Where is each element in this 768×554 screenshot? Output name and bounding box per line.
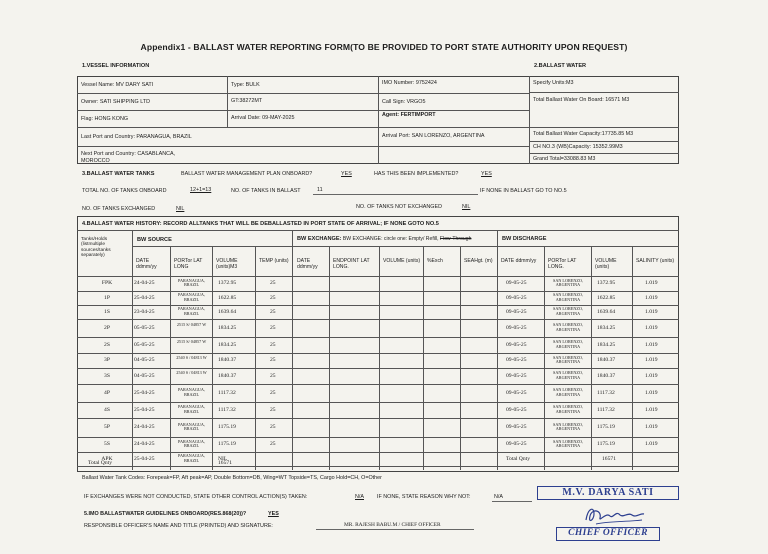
- tanks-ballast-value: 11: [317, 187, 323, 193]
- tanks-onboard-label: TOTAL NO. OF TANKS ONBOARD: [82, 188, 167, 194]
- arrival-port: Arrival Port: SAN LORENZO, ARGENTINA: [382, 133, 485, 139]
- cell-dvol: 1834.25: [597, 341, 616, 348]
- cell-sal: 1.019: [645, 372, 658, 379]
- cell-sal: 1.019: [645, 324, 658, 331]
- cell-port: 2540 S / 04813 W: [176, 354, 207, 360]
- h-exch: %Exch: [427, 258, 443, 264]
- tank-codes: Ballast Water Tank Codes: Forepeak=FP, Aft peak=AP, Double Bottom=DB, Wing=WT Topside=TS, Cargo Hold=CH, O=Other: [82, 475, 382, 481]
- tanks-not-exchanged-value: NIL: [462, 204, 471, 210]
- cell-ddate: 09-05-25: [506, 406, 527, 413]
- total-on-board: Total Ballast Water On Board: 16571 M3: [533, 97, 630, 103]
- cell-vol: NIL: [218, 455, 228, 462]
- owner: Owner: SATI SHIPPING LTD: [81, 99, 150, 105]
- implemented-question: HAS THIS BEEN IMPLEMENTED?: [374, 171, 459, 177]
- cell-vol: 1117.32: [218, 406, 236, 413]
- row-divider: [77, 437, 679, 438]
- last-port: Last Port and Country: PARANAGUA, BRAZIL: [81, 134, 192, 140]
- cell-vol: 1639.64: [218, 308, 237, 315]
- cell-dport: SAN LORENZO, ARGENTINA: [552, 277, 583, 288]
- section-ballast-tanks: 3.BALLAST WATER TANKS: [82, 171, 155, 177]
- cell-vol: 1834.25: [218, 324, 237, 331]
- cell-ddate: 09-05-25: [506, 324, 527, 331]
- total-qnty-label: Total Qnty: [88, 460, 112, 466]
- cell-tank: 1P: [104, 294, 110, 301]
- total-discharge-value: 16571: [602, 456, 616, 462]
- cell-port: PARANAGUA, BRAZIL: [178, 277, 205, 288]
- h-d-volume: VOLUME (units): [595, 258, 617, 270]
- total-qnty-value: 16571: [218, 460, 232, 466]
- cell-date: 24-04-25: [134, 441, 155, 447]
- cell-tank: 5S: [104, 441, 110, 447]
- cell-dvol: 1175.19: [597, 424, 615, 430]
- cell-ddate: 09-05-25: [506, 341, 527, 348]
- cell-tank: 2P: [104, 324, 110, 331]
- cell-dport: SAN LORENZO, ARGENTINA: [552, 438, 583, 449]
- cell-date: 25-04-25: [134, 406, 155, 413]
- total-discharge-label: Total Qnty: [506, 456, 530, 462]
- officer-stamp: CHIEF OFFICER: [556, 527, 660, 541]
- tanks-exchanged-value: NIL: [176, 206, 185, 212]
- cell-dport: SAN LORENZO, ARGENTINA: [552, 421, 583, 432]
- cell-dport: SAN LORENZO, ARGENTINA: [552, 306, 583, 316]
- officer-question: RESPONSIBLE OFFICER'S NAME AND TITLE (PRINTED) AND SIGNATURE:: [84, 523, 273, 529]
- cell-port: PARANAGUA, BRAZIL: [178, 306, 205, 316]
- cell-vol: 1175.19: [218, 441, 236, 447]
- h-d-date: DATE ddmm/yy: [501, 258, 537, 264]
- cell-vol: 1117.32: [218, 389, 236, 396]
- cell-vol: 1622.85: [218, 294, 237, 301]
- cell-tank: 3S: [104, 372, 110, 379]
- guidelines-question: 5.IMO BALLASTWATER GUIDELINES ONBOARD(RES.868(20))?: [84, 511, 247, 517]
- h-seahgt: SEAHgt. (m): [464, 258, 493, 264]
- cell-temp: 25: [270, 372, 276, 379]
- bw-discharge-header: BW DISCHARGE: [502, 236, 547, 242]
- cell-dport: SAN LORENZO, ARGENTINA: [552, 354, 583, 365]
- cell-date: 25-04-25: [134, 294, 155, 301]
- cell-port: 2540 S / 04813 W: [176, 370, 207, 375]
- h-port: PORTor LAT LONG: [174, 258, 203, 270]
- cell-sal: 1.019: [645, 389, 658, 396]
- if-none-note: IF NONE IN BALLAST GO TO NO.5: [480, 188, 567, 194]
- cell-sal: 1.019: [645, 280, 658, 286]
- cell-ddate: 09-05-25: [506, 294, 527, 301]
- signature-icon: [580, 502, 650, 528]
- cell-vol: 1372.95: [218, 280, 237, 286]
- row-divider: [77, 466, 679, 467]
- row-divider: [77, 319, 679, 320]
- cell-vol: 1834.25: [218, 341, 237, 348]
- bw-exchange-strike: Flow-Through: [439, 236, 472, 242]
- agent: Agent: FERTIMPORT: [382, 112, 436, 118]
- cell-temp: 25: [270, 389, 276, 396]
- call-sign: Call Sign: VRGO5: [382, 99, 426, 105]
- h-temp: TEMP (units): [259, 258, 289, 264]
- flag: Flag: HONG KONG: [81, 116, 129, 122]
- ch3-capacity: CH NO.3 (WB)Capacity: 15352.99M3: [533, 144, 623, 150]
- cell-ddate: 09-05-25: [506, 372, 527, 379]
- cell-date: 23-04-25: [134, 308, 155, 315]
- row-divider: [77, 305, 679, 306]
- cell-port: 2515 S/ 04857 W: [176, 322, 207, 327]
- reason-answer: N/A: [494, 494, 503, 500]
- h-ex-volume: VOLUME (units): [383, 258, 421, 264]
- cell-dvol: 1117.32: [597, 406, 615, 413]
- cell-tank: 1S: [104, 308, 110, 315]
- cell-dvol: 1175.19: [597, 441, 615, 447]
- cell-dport: SAN LORENZO, ARGENTINA: [552, 292, 583, 302]
- cell-sal: 1.019: [645, 308, 658, 315]
- h-ex-date: DATE ddmm/yy: [297, 258, 318, 270]
- exchange-action-answer: N/A: [355, 494, 364, 500]
- cell-temp: 25: [270, 294, 276, 301]
- cell-vol: 1175.19: [218, 424, 236, 430]
- cell-dvol: 1639.64: [597, 308, 616, 315]
- cell-date: 24-04-25: [134, 280, 155, 286]
- implemented-answer: YES: [481, 171, 492, 177]
- cell-dvol: 1834.25: [597, 324, 616, 331]
- cell-sal: 1.019: [645, 294, 658, 301]
- h-salinity: SALINITY (units): [636, 258, 675, 264]
- officer-answer: MR. RAJESH BABU.M / CHIEF OFFICER: [344, 522, 441, 528]
- cell-tank: 4S: [104, 406, 110, 413]
- col-tanks-header: Tanks/Holds (listmultiple sources/tanks separately): [81, 237, 111, 259]
- cell-sal: 1.019: [645, 357, 658, 363]
- cell-tank: 4P: [104, 389, 110, 396]
- exchange-action-question: IF EXCHANGES WERE NOT CONDUCTED, STATE OTHER CONTROL ACTION(S) TAKEN:: [84, 494, 308, 500]
- cell-vol: 1840.37: [218, 357, 237, 363]
- cell-tank: 2S: [104, 341, 110, 348]
- next-port-line2: MOROCCO: [81, 158, 110, 164]
- cell-dvol: 1840.37: [597, 372, 616, 379]
- row-divider: [77, 337, 679, 338]
- cell-tank: 3P: [104, 357, 110, 363]
- row-divider: [77, 291, 679, 292]
- guidelines-answer: YES: [268, 511, 279, 517]
- cell-dport: SAN LORENZO, ARGENTINA: [552, 322, 583, 332]
- cell-ddate: 09-05-25: [506, 280, 527, 286]
- cell-date: 25-04-25: [134, 389, 155, 396]
- cell-date: 05-05-25: [134, 341, 155, 348]
- total-capacity: Total Ballast Water Capacity:17735.85 M3: [533, 131, 634, 137]
- bw-exchange-header: BW EXCHANGE: BW EXCHANGE: circle one: Empty/ Refill, Flow-Through: [297, 236, 472, 242]
- cell-port: PARANAGUA, BRAZIL: [178, 292, 205, 302]
- row-divider: [77, 353, 679, 354]
- cell-date: 05-05-25: [134, 324, 155, 331]
- cell-tank: 5P: [104, 424, 110, 430]
- cell-tank: FPK: [101, 280, 113, 286]
- cell-port: PARANAGUA, BRAZIL: [178, 438, 205, 449]
- cell-sal: 1.019: [645, 406, 658, 413]
- cell-sal: 1.019: [645, 441, 658, 447]
- cell-temp: 25: [270, 280, 276, 286]
- cell-date: 25-04-25: [134, 455, 155, 462]
- cell-date: 04-05-25: [134, 372, 155, 379]
- cell-ddate: 09-05-25: [506, 357, 527, 363]
- cell-vol: 1840.37: [218, 372, 237, 379]
- cell-sal: 1.019: [645, 341, 658, 348]
- cell-temp: 25: [270, 341, 276, 348]
- vessel-type: Type: BULK: [231, 82, 260, 88]
- cell-dport: SAN LORENZO, ARGENTINA: [552, 404, 583, 414]
- cell-port: PARANAGUA, BRAZIL: [178, 404, 205, 414]
- h-endpoint: ENDPOINT LAT LONG.: [333, 258, 370, 270]
- cell-date: 04-05-25: [134, 357, 155, 363]
- tanks-not-exchanged-label: NO. OF TANKS NOT EXCHANGED: [356, 204, 442, 210]
- row-divider: [77, 452, 679, 453]
- cell-dport: SAN LORENZO, ARGENTINA: [552, 370, 583, 380]
- h-volume: VOLUME (units)M3: [216, 258, 238, 270]
- cell-port: 2515 S/ 04857 W: [176, 339, 207, 344]
- cell-dport: SAN LORENZO, ARGENTINA: [552, 387, 583, 397]
- cell-dvol: 1840.37: [597, 357, 616, 363]
- row-divider: [77, 368, 679, 369]
- cell-dvol: 1117.32: [597, 389, 615, 396]
- cell-date: 24-04-25: [134, 424, 155, 430]
- section-vessel-info: 1.VESSEL INFORMATION: [82, 63, 150, 69]
- row-divider: [77, 384, 679, 385]
- arrival-date: Arrival Date: 09-MAY-2025: [231, 115, 295, 121]
- row-divider: [77, 418, 679, 419]
- tanks-ballast-label: NO. OF TANKS IN BALLAST: [231, 188, 301, 194]
- form-title: Appendix1 - BALLAST WATER REPORTING FORM(TO BE PROVIDED TO PORT STATE AUTHORITY UPON REQUEST): [140, 42, 628, 52]
- cell-dport: SAN LORENZO, ARGENTINA: [552, 339, 583, 349]
- bw-source-header: BW SOURCE: [137, 237, 172, 243]
- cell-temp: 25: [270, 406, 276, 413]
- cell-tank: APK: [101, 455, 113, 462]
- cell-ddate: 09-05-25: [506, 389, 527, 396]
- cell-temp: 25: [270, 424, 276, 430]
- tanks-exchanged-label: NO. OF TANKS EXCHANGED: [82, 206, 156, 212]
- bwmp-question: BALLAST WATER MANAGEMENT PLAN ONBOARD?: [181, 171, 313, 177]
- cell-sal: 1.019: [645, 424, 658, 430]
- vessel-name: Vessel Name: MV DARY SATI: [81, 82, 154, 88]
- cell-ddate: 09-05-25: [506, 308, 527, 315]
- bwmp-answer: YES: [341, 171, 352, 177]
- cell-dvol: 1372.95: [597, 280, 616, 286]
- section-ballast-water: 2.BALLAST WATER: [534, 63, 587, 69]
- grand-total: Grand Total=33088.83 M3: [533, 156, 596, 162]
- cell-temp: 25: [270, 324, 276, 331]
- cell-port: PARANAGUA, BRAZIL: [178, 387, 205, 397]
- cell-dvol: 1622.85: [597, 294, 616, 301]
- cell-ddate: 09-05-25: [506, 441, 527, 447]
- cell-ddate: 09-05-25: [506, 424, 527, 430]
- vessel-stamp: M.V. DARYA SATI: [537, 486, 679, 500]
- bw-exchange-options: BW EXCHANGE: circle one: Empty/ Refill,: [342, 236, 439, 242]
- cell-port: PARANAGUA, BRAZIL: [178, 453, 205, 463]
- cell-temp: 25: [270, 308, 276, 315]
- gross-tonnage: GT:38272MT: [231, 98, 263, 104]
- row-divider: [77, 402, 679, 403]
- h-d-port: PORTor LAT LONG.: [548, 258, 577, 270]
- imo-number: IMO Number: 9752424: [382, 80, 437, 86]
- cell-temp: 25: [270, 357, 276, 363]
- section-history: 4.BALLAST WATER HISTORY: RECORD ALLTANKS THAT WILL BE DEBALLASTED IN PORT STATE OF ARRIVAL; IF NONE GOTO NO.5: [82, 221, 439, 227]
- cell-temp: 25: [270, 441, 276, 447]
- next-port-line1: Next Port and Country: CASABLANCA,: [81, 151, 176, 157]
- units: Specify Units:M3: [533, 80, 574, 86]
- h-date: DATE ddmm/yy: [136, 258, 157, 270]
- reason-question: IF NONE, STATE REASON WHY NOT:: [377, 494, 471, 500]
- cell-port: PARANAGUA, BRAZIL: [178, 421, 205, 432]
- tanks-onboard-value: 12+1=13: [190, 187, 212, 193]
